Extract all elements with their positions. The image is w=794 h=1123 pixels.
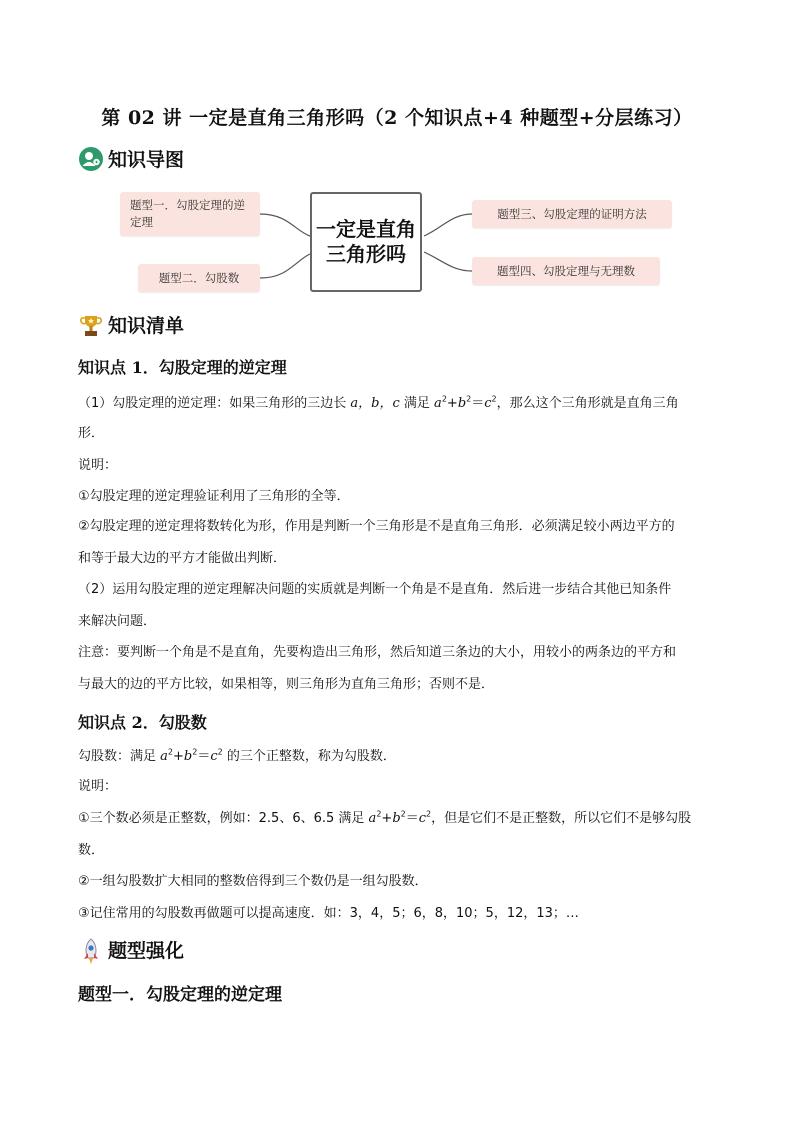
- k2-note-label: 说明：: [78, 779, 118, 794]
- k1-paragraph-1-cont: 形．: [78, 426, 105, 441]
- mind-map-node-left-bottom: 题型二．勾股数: [138, 264, 260, 292]
- user-circle-icon: [78, 146, 104, 172]
- k1-attention-2: 与最大的边的平方比较，如果相等，则三角形为直角三角形；否则不是．: [78, 677, 495, 692]
- k2-item-3: ③记住常用的勾股数再做题可以提高速度．如：3，4，5；6，8，10；5，12，13；…: [78, 906, 579, 921]
- section-header-map: [78, 145, 184, 172]
- k2-item-2: ②一组勾股数扩大相同的整数倍得到三个数仍是一组勾股数．: [78, 874, 428, 889]
- math-equals: ＝: [197, 749, 211, 764]
- math-exp: 2: [441, 394, 447, 404]
- math-exp: 2: [466, 394, 472, 404]
- math-exp: 2: [167, 747, 173, 757]
- trophy-icon: [78, 312, 104, 338]
- math-var-b: b: [457, 396, 467, 411]
- k2-def-text-b: 的三个正整数，称为勾股数．: [222, 749, 396, 764]
- mind-map: [110, 186, 690, 296]
- section-header-list: [78, 311, 184, 338]
- math-equals: ＝: [405, 811, 419, 826]
- k2-item-1-text-b: ，但是它们不是正整数，所以它们不是够勾股: [431, 811, 692, 826]
- k1-item-2: ②勾股定理的逆定理将数转化为形，作用是判断一个三角形是不是直角三角形．必须满足较小两边平方的: [78, 519, 675, 534]
- k1-attention-1: 注意：要判断一个角是不是直角，先要构造出三角形，然后知道三条边的大小，用较小的两条边的平方和: [78, 645, 677, 660]
- math-exp: 2: [491, 394, 497, 404]
- k2-item-1-text-a: ①三个数必须是正整数，例如：2.5、6、6.5 满足: [78, 811, 369, 826]
- math-exp: 2: [426, 809, 432, 819]
- math-var-a: a: [434, 396, 442, 411]
- k1-p1-text-a: （1）勾股定理的逆定理：如果三角形的三边长: [78, 396, 351, 411]
- mind-map-node-right-bottom: 题型四、勾股定理与无理数: [472, 257, 660, 285]
- k1-paragraph-2: （2）运用勾股定理的逆定理解决问题的实质就是判断一个角是不是直角．然后进一步结合其他已知条件: [78, 582, 672, 597]
- math-exp: 2: [192, 747, 198, 757]
- page-title: 第 02 讲 一定是直角三角形吗（2 个知识点+4 种题型+分层练习）: [101, 107, 693, 129]
- k2-item-1-cont: 数．: [78, 843, 105, 858]
- section-title-list: 知识清单: [108, 315, 185, 337]
- knowledge-point-2-heading: 知识点 2．勾股数: [78, 713, 207, 732]
- math-plus: +: [381, 811, 393, 826]
- math-var-a: a: [160, 749, 168, 764]
- mind-map-node-right-top: 题型三、勾股定理的证明方法: [472, 200, 672, 228]
- k1-p1-text-b: 满足: [403, 396, 435, 411]
- practice-type-1-heading: 题型一．勾股定理的逆定理: [78, 985, 282, 1005]
- k1-item-1: ①勾股定理的逆定理验证利用了三角形的全等．: [78, 489, 350, 504]
- math-equals: ＝: [471, 396, 485, 411]
- mind-map-center-node: 一定是直角三角形吗: [310, 192, 422, 292]
- math-var-c: c: [418, 811, 427, 826]
- rocket-icon: [78, 937, 104, 963]
- math-exp: 2: [400, 809, 406, 819]
- k1-paragraph-2-cont: 来解决问题．: [78, 614, 157, 629]
- math-var-a: a: [368, 811, 377, 826]
- section-title-map: 知识导图: [108, 149, 185, 171]
- section-header-practice: [78, 936, 184, 963]
- math-var-b: b: [392, 811, 401, 826]
- math-exp: 2: [376, 809, 382, 819]
- math-var-c: c: [484, 396, 492, 411]
- math-plus: +: [173, 749, 184, 764]
- k1-note-label: 说明：: [78, 458, 118, 473]
- k1-p1-text-c: ，那么这个三角形就是直角三角: [496, 396, 679, 411]
- knowledge-point-1-heading: 知识点 1．勾股定理的逆定理: [78, 358, 287, 377]
- math-var-c: c: [210, 749, 218, 764]
- mind-map-node-left-top: 题型一．勾股定理的逆定理: [120, 192, 260, 236]
- k1-p1-variables: a，b，c: [350, 396, 404, 411]
- section-title-practice: 题型强化: [108, 940, 185, 962]
- k2-definition: [78, 748, 718, 766]
- math-plus: +: [446, 396, 458, 411]
- math-var-b: b: [183, 749, 193, 764]
- k2-item-1: [78, 810, 718, 828]
- math-exp: 2: [217, 747, 223, 757]
- k2-def-text-a: 勾股数：满足: [78, 749, 161, 764]
- k1-item-2-cont: 和等于最大边的平方才能做出判断．: [78, 551, 287, 566]
- k1-paragraph-1: [78, 395, 718, 413]
